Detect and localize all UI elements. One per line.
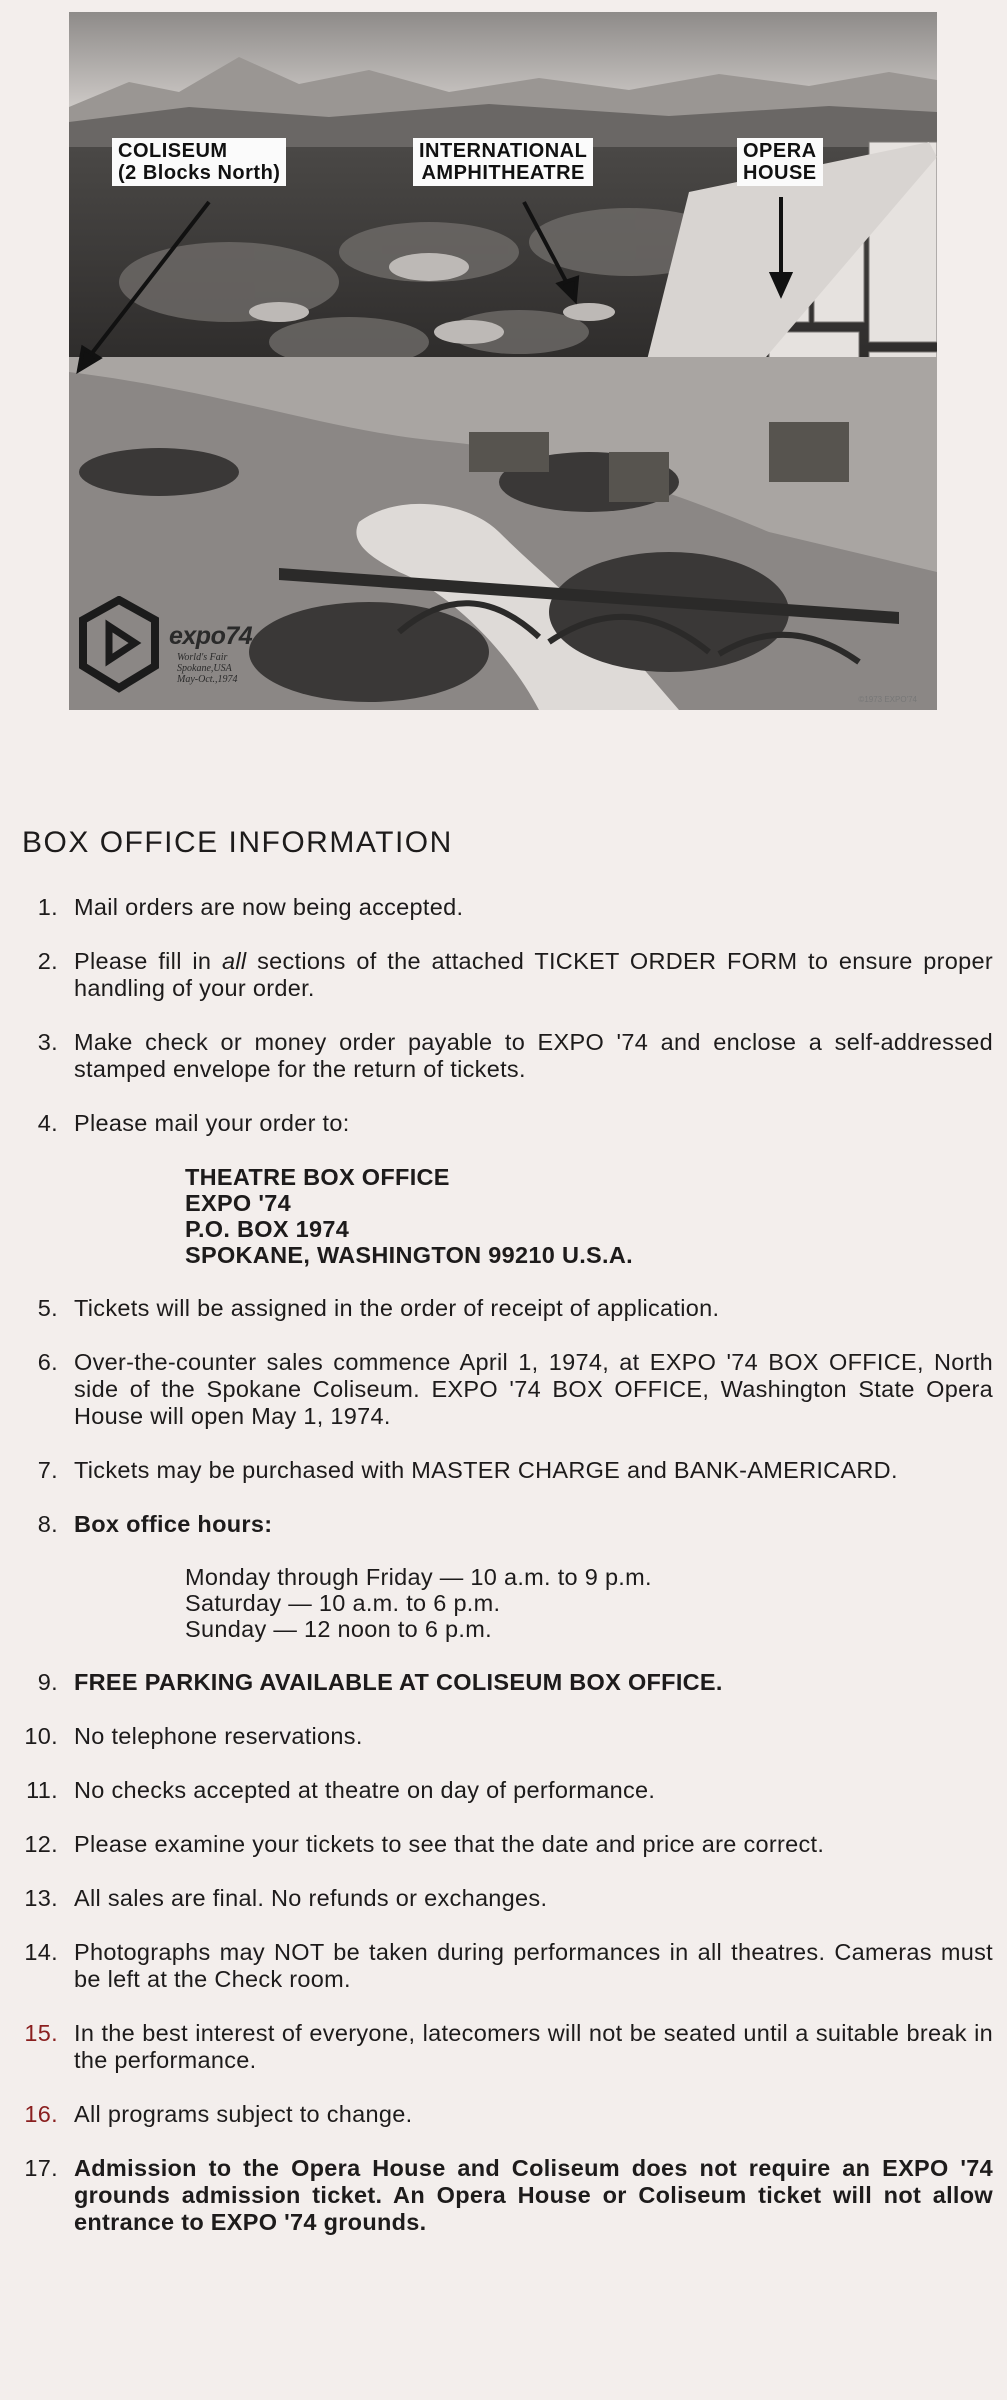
list-item <box>0 2020 1007 2074</box>
list-item <box>0 1110 1007 1268</box>
item-text: Please examine your tickets to see that the date and price are correct. <box>74 1831 825 1857</box>
list-item <box>0 1939 1007 1993</box>
list-item <box>0 1511 1007 1642</box>
item-text: sections of the attached TICKET ORDER FORM to ensure proper handling of your order. <box>74 948 993 1001</box>
callout-line: (2 Blocks North) <box>118 162 281 184</box>
item-text: Mail orders are now being accepted. <box>74 894 464 920</box>
item-number: 15. <box>24 2020 58 2046</box>
logo-subtitle-line: May-Oct.,1974 <box>177 674 238 685</box>
item-text: Admission to the Opera House and Coliseum does not require an EXPO '74 grounds admission ticket. An Opera House or Coliseum ticket will not allow entrance to EXPO '74 grounds. <box>74 2155 993 2235</box>
list-item <box>0 1029 1007 1083</box>
callout-line: OPERA <box>743 140 817 162</box>
list-item <box>0 2155 1007 2236</box>
opera-house-callout <box>737 138 823 186</box>
item-text: Tickets will be assigned in the order of receipt of application. <box>74 1295 720 1321</box>
hours-line: Monday through Friday — 10 a.m. to 9 p.m. <box>185 1564 652 1590</box>
logo-subtitle-line: Spokane,USA <box>177 663 232 674</box>
hours-line: Sunday — 12 noon to 6 p.m. <box>185 1616 492 1642</box>
coliseum-callout <box>112 138 286 186</box>
item-text: Make check or money order payable to EXPO '74 and enclose a self-addressed stamped envelope for the return of tickets. <box>74 1029 993 1082</box>
callout-line: HOUSE <box>743 162 817 184</box>
item-text: All programs subject to change. <box>74 2101 413 2127</box>
item-number: 13. <box>24 1885 58 1911</box>
item-number: 16. <box>24 2101 58 2127</box>
item-text: No checks accepted at theatre on day of performance. <box>74 1777 656 1803</box>
item-number: 6. <box>37 1349 58 1375</box>
item-number: 8. <box>37 1511 58 1537</box>
item-text: Over-the-counter sales commence April 1, 1974, at EXPO '74 BOX OFFICE, North side of the Spokane Coliseum. EXPO '74 BOX OFFICE, Washington State Opera House will open May 1, 1974. <box>74 1349 993 1429</box>
item-number: 1. <box>37 894 58 920</box>
item-number: 3. <box>37 1029 58 1055</box>
item-number: 7. <box>37 1457 58 1483</box>
box-office-hours <box>185 1564 993 1642</box>
address-line: SPOKANE, WASHINGTON 99210 U.S.A. <box>185 1242 633 1268</box>
callout-line: AMPHITHEATRE <box>421 162 585 184</box>
item-number: 10. <box>24 1723 58 1749</box>
list-item <box>0 894 1007 921</box>
item-text: No telephone reservations. <box>74 1723 363 1749</box>
logo-wordmark: expo74 <box>169 622 253 650</box>
amphitheatre-callout <box>413 138 593 186</box>
logo-subtitle-line: World's Fair <box>177 652 228 663</box>
item-emphasis: all <box>221 948 247 974</box>
item-number: 4. <box>37 1110 58 1136</box>
item-number: 5. <box>37 1295 58 1321</box>
item-text: Tickets may be purchased with MASTER CHARGE and BANK-AMERICARD. <box>74 1457 898 1483</box>
address-line: THEATRE BOX OFFICE <box>185 1164 450 1190</box>
list-item <box>0 948 1007 1002</box>
hours-line: Saturday — 10 a.m. to 6 p.m. <box>185 1590 501 1616</box>
page-title: BOX OFFICE INFORMATION <box>22 826 453 859</box>
list-item <box>0 1669 1007 1696</box>
list-item <box>0 1723 1007 1750</box>
address-line: EXPO '74 <box>185 1190 291 1216</box>
item-number: 14. <box>24 1939 58 1965</box>
item-text: Please mail your order to: <box>74 1110 350 1136</box>
list-item <box>0 1295 1007 1322</box>
item-text: Box office hours: <box>74 1511 273 1537</box>
list-item <box>0 1349 1007 1430</box>
list-item <box>0 2101 1007 2128</box>
item-text: All sales are final. No refunds or exchanges. <box>74 1885 548 1911</box>
expo74-logo-icon <box>69 596 289 706</box>
item-number: 2. <box>37 948 58 974</box>
callout-line: INTERNATIONAL <box>419 140 588 162</box>
mailing-address <box>185 1164 993 1268</box>
callout-line: COLISEUM <box>118 140 228 162</box>
item-number: 17. <box>24 2155 58 2181</box>
item-text: FREE PARKING AVAILABLE AT COLISEUM BOX OFFICE. <box>74 1669 723 1695</box>
address-line: P.O. BOX 1974 <box>185 1216 350 1242</box>
item-number: 11. <box>26 1777 58 1803</box>
item-number: 12. <box>24 1831 58 1857</box>
item-text: In the best interest of everyone, latecomers will not be seated until a suitable break in the performance. <box>74 2020 993 2073</box>
list-item <box>0 1457 1007 1484</box>
item-text: Photographs may NOT be taken during performances in all theatres. Cameras must be left at the Check room. <box>74 1939 993 1992</box>
list-item <box>0 1885 1007 1912</box>
list-item <box>0 1831 1007 1858</box>
list-item <box>0 1777 1007 1804</box>
expo-site-illustration <box>69 12 937 710</box>
copyright-text: ©1973 EXPO'74 <box>858 695 917 704</box>
item-text: Please fill in <box>74 948 222 974</box>
info-list <box>0 894 1007 2263</box>
item-number: 9. <box>37 1669 58 1695</box>
logo-subtitle <box>177 652 238 685</box>
